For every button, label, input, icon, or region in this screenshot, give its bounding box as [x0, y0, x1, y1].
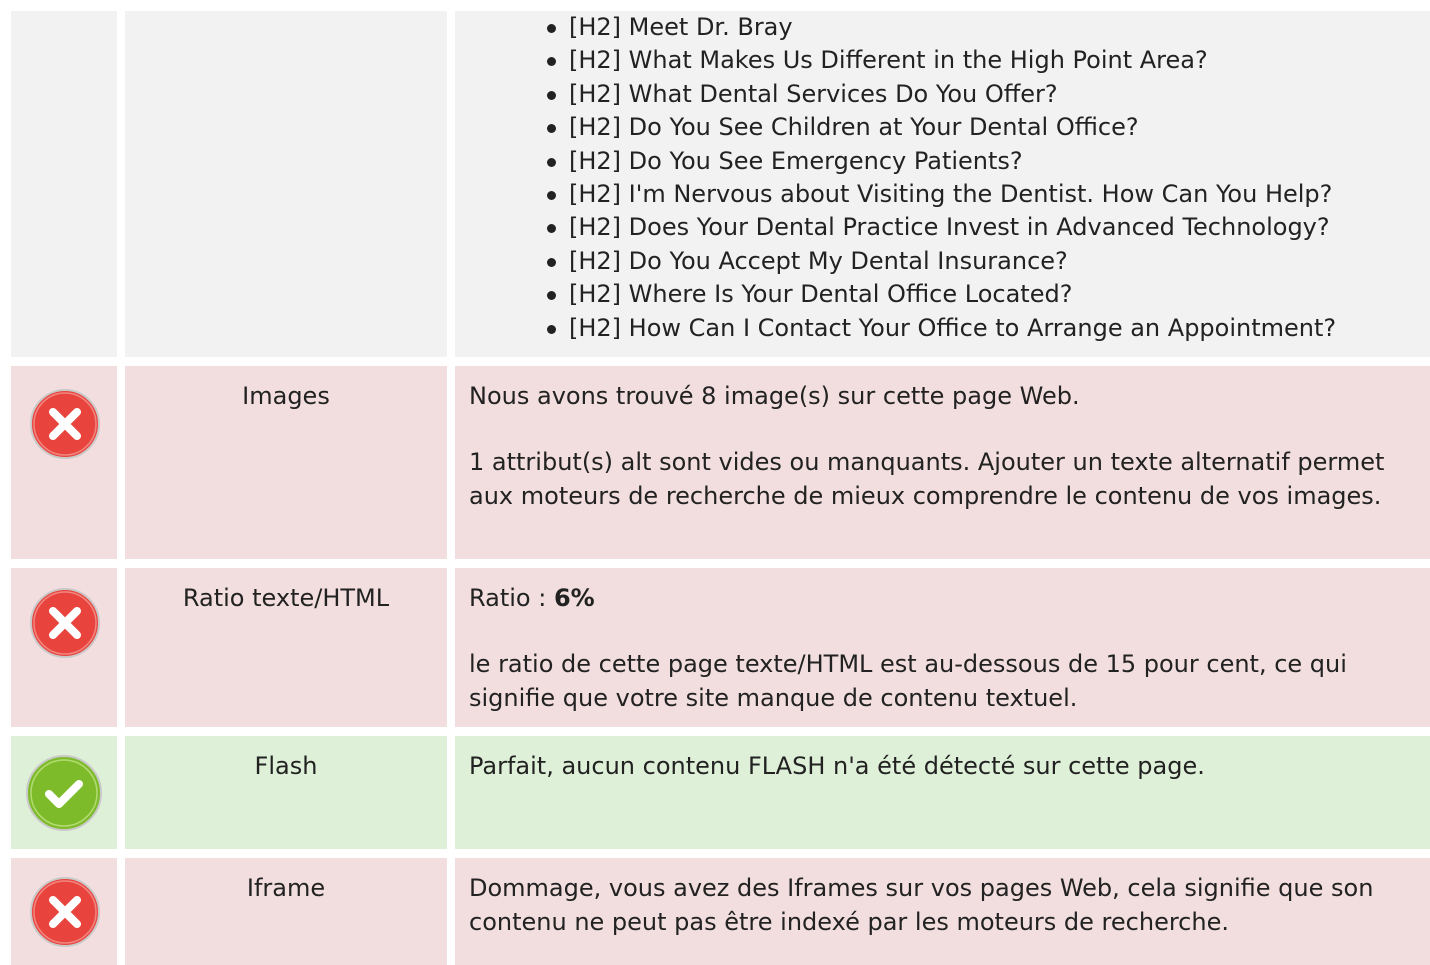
heading-item: [H2] How Can I Contact Your Office to Arrange an Appointment?: [545, 312, 1430, 345]
ratio-value: 6%: [553, 584, 595, 612]
headings-list: [455, 11, 1430, 345]
heading-item: [H2] I'm Nervous about Visiting the Dentist. How Can You Help?: [545, 178, 1430, 211]
flash-summary: Parfait, aucun contenu FLASH n'a été détecté sur cette page.: [469, 752, 1205, 780]
heading-item: [H2] What Makes Us Different in the High Point Area?: [545, 44, 1430, 77]
success-check-icon: [25, 754, 103, 832]
ratio-summary: [469, 581, 1416, 615]
flash-body-cell: [455, 736, 1430, 849]
iframe-row: [0, 858, 1430, 965]
heading-item: [H2] What Dental Services Do You Offer?: [545, 78, 1430, 111]
heading-item: [H2] Do You See Children at Your Dental Office?: [545, 111, 1430, 144]
images-row: [0, 366, 1430, 559]
heading-item: [H2] Where Is Your Dental Office Located?: [545, 278, 1430, 311]
error-x-icon: [29, 388, 101, 460]
ratio-status-cell: [11, 568, 117, 727]
ratio-row: [0, 568, 1430, 727]
ratio-detail: le ratio de cette page texte/HTML est au-dessous de 15 pour cent, ce qui signifie que votre site manque de contenu textuel.: [469, 650, 1347, 712]
iframe-summary: Dommage, vous avez des Iframes sur vos pages Web, cela signifie que son contenu ne peut pas être indexé par les moteurs de recherche.: [469, 874, 1374, 936]
flash-status-cell: [11, 736, 117, 849]
flash-label-cell: [125, 736, 447, 849]
heading-item: [H2] Meet Dr. Bray: [545, 11, 1430, 44]
heading-item: [H2] Does Your Dental Practice Invest in Advanced Technology?: [545, 211, 1430, 244]
images-label: Images: [242, 382, 330, 410]
images-summary: Nous avons trouvé 8 image(s) sur cette page Web.: [469, 382, 1080, 410]
error-x-icon: [29, 876, 101, 948]
iframe-body-cell: [455, 858, 1430, 965]
iframe-label-cell: [125, 858, 447, 965]
images-label-cell: [125, 366, 447, 559]
headings-body-cell: [455, 11, 1430, 357]
heading-item: [H2] Do You Accept My Dental Insurance?: [545, 245, 1430, 278]
flash-row: [0, 736, 1430, 849]
images-body-cell: [455, 366, 1430, 559]
ratio-prefix: Ratio :: [469, 584, 554, 612]
iframe-status-cell: [11, 858, 117, 965]
heading-item: [H2] Do You See Emergency Patients?: [545, 145, 1430, 178]
ratio-label-cell: [125, 568, 447, 727]
ratio-body-cell: [455, 568, 1430, 727]
headings-row: [0, 11, 1430, 357]
ratio-label: Ratio texte/HTML: [182, 584, 390, 612]
headings-status-cell: [11, 11, 117, 357]
flash-label: Flash: [254, 752, 318, 780]
images-status-cell: [11, 366, 117, 559]
images-detail: 1 attribut(s) alt sont vides ou manquants. Ajouter un texte alternatif permet aux moteurs de recherche de mieux comprendre le contenu de vos images.: [469, 448, 1385, 510]
error-x-icon: [29, 587, 101, 659]
iframe-label: Iframe: [246, 874, 326, 902]
headings-label-cell: [125, 11, 447, 357]
